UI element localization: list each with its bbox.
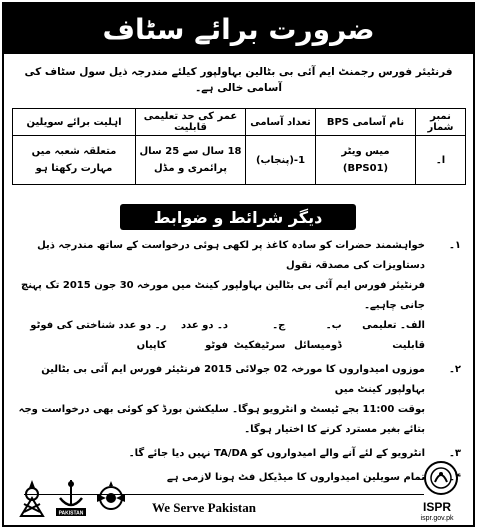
column-header: نام آسامی BPS (316, 109, 416, 136)
term-number: ۴۔ (449, 472, 461, 483)
table-cell: 1-(پنجاب) (246, 136, 316, 185)
emblem-group (18, 478, 126, 518)
column-header: نمبر شمار (416, 109, 466, 136)
terms-heading: دیگر شرائط و ضوابط (153, 207, 323, 227)
advertisement-page (2, 2, 475, 527)
column-header: اہلیت برائے سویلین (13, 109, 136, 136)
ispr-logo-icon (423, 460, 459, 496)
page-title: ضرورت برائے سٹاف (102, 12, 375, 46)
title-banner (4, 4, 473, 54)
term-line: فرنٹیئر فورس ایم آئی بی بٹالین بہاولپور کینٹ میں مورخہ 30 جون 2015 تک پہنچ جانی چاہیے۔ (21, 280, 425, 311)
term-line: تمام سویلین امیدواروں کا میڈیکل فٹ ہونا لازمی ہے (166, 472, 425, 483)
column-header: تعداد آسامی (246, 109, 316, 136)
ispr-label: ISPR (422, 500, 451, 514)
list-item (14, 236, 465, 356)
term-line: انٹرویو کے لئے آنے والے امیدواروں کو TA/DA نہیں دیا جائے گا۔ (128, 448, 425, 459)
required-documents (14, 316, 425, 356)
table-header-row (13, 109, 466, 136)
ispr-url: ispr.gov.pk (420, 515, 454, 522)
term-line: خواہشمند حضرات کو سادہ کاغذ پر لکھی ہوئی درخواست کے ساتھ مندرجہ ذیل دستاویزات کی مصدقہ نقول (37, 240, 425, 271)
slogan: We Serve Pakistan (152, 500, 256, 515)
term-number: ۳۔ (449, 448, 461, 459)
table-cell: 18 سال سے 25 سال پرائمری و مڈل (136, 136, 246, 185)
document-item: ر۔ دو عدد شناختی کی فوٹو کاپیاں (30, 320, 167, 351)
document-item: د۔ دو عدد فوٹو (180, 320, 228, 351)
list-item (14, 360, 465, 440)
term-line: بوقت 11:00 بجے ٹیسٹ و انٹرویو ہوگا۔ سلیکشن بورڈ کو کوئی بھی درخواست وجہ بتائے بغیر مسترد کرنے کا اختیار ہوگا۔ (18, 404, 425, 435)
term-line: موزوں امیدواروں کا مورخہ 02 جولائی 2015 فرنٹیئر فورس ایم آئی بی بٹالین بہاولپور کینٹ میں (41, 364, 425, 395)
army-emblem-icon (18, 478, 46, 518)
term-number: ۲۔ (449, 364, 461, 375)
table-cell: میس ویٹر (BPS01) (316, 136, 416, 185)
table-cell: ا۔ (416, 136, 466, 185)
document-item: ج۔ سرٹیفکیٹ (233, 320, 286, 351)
table-row (13, 136, 466, 185)
column-header: عمر کی حد تعلیمی قابلیت (136, 109, 246, 136)
intro-text: فرنٹیئر فورس رجمنٹ ایم آئی بی بٹالین بہاولپور کیلئے مندرجہ ذیل سول سٹاف کی آسامی خالی ہے۔ (24, 66, 453, 94)
document-item: ب۔ ڈومیسائل (294, 320, 342, 351)
terms-list (14, 236, 465, 492)
vacancy-table (12, 108, 466, 185)
terms-heading-banner (120, 204, 356, 230)
emblem-label: PAKISTAN (58, 510, 84, 517)
navy-emblem-icon (54, 478, 88, 518)
table-cell: متعلقہ شعبہ میں مہارت رکھتا ہو (13, 136, 136, 185)
term-number: ۱۔ (449, 240, 461, 251)
document-item: الف۔ تعلیمی قابلیت (362, 320, 425, 351)
airforce-emblem-icon (96, 478, 126, 518)
list-item (14, 444, 465, 464)
